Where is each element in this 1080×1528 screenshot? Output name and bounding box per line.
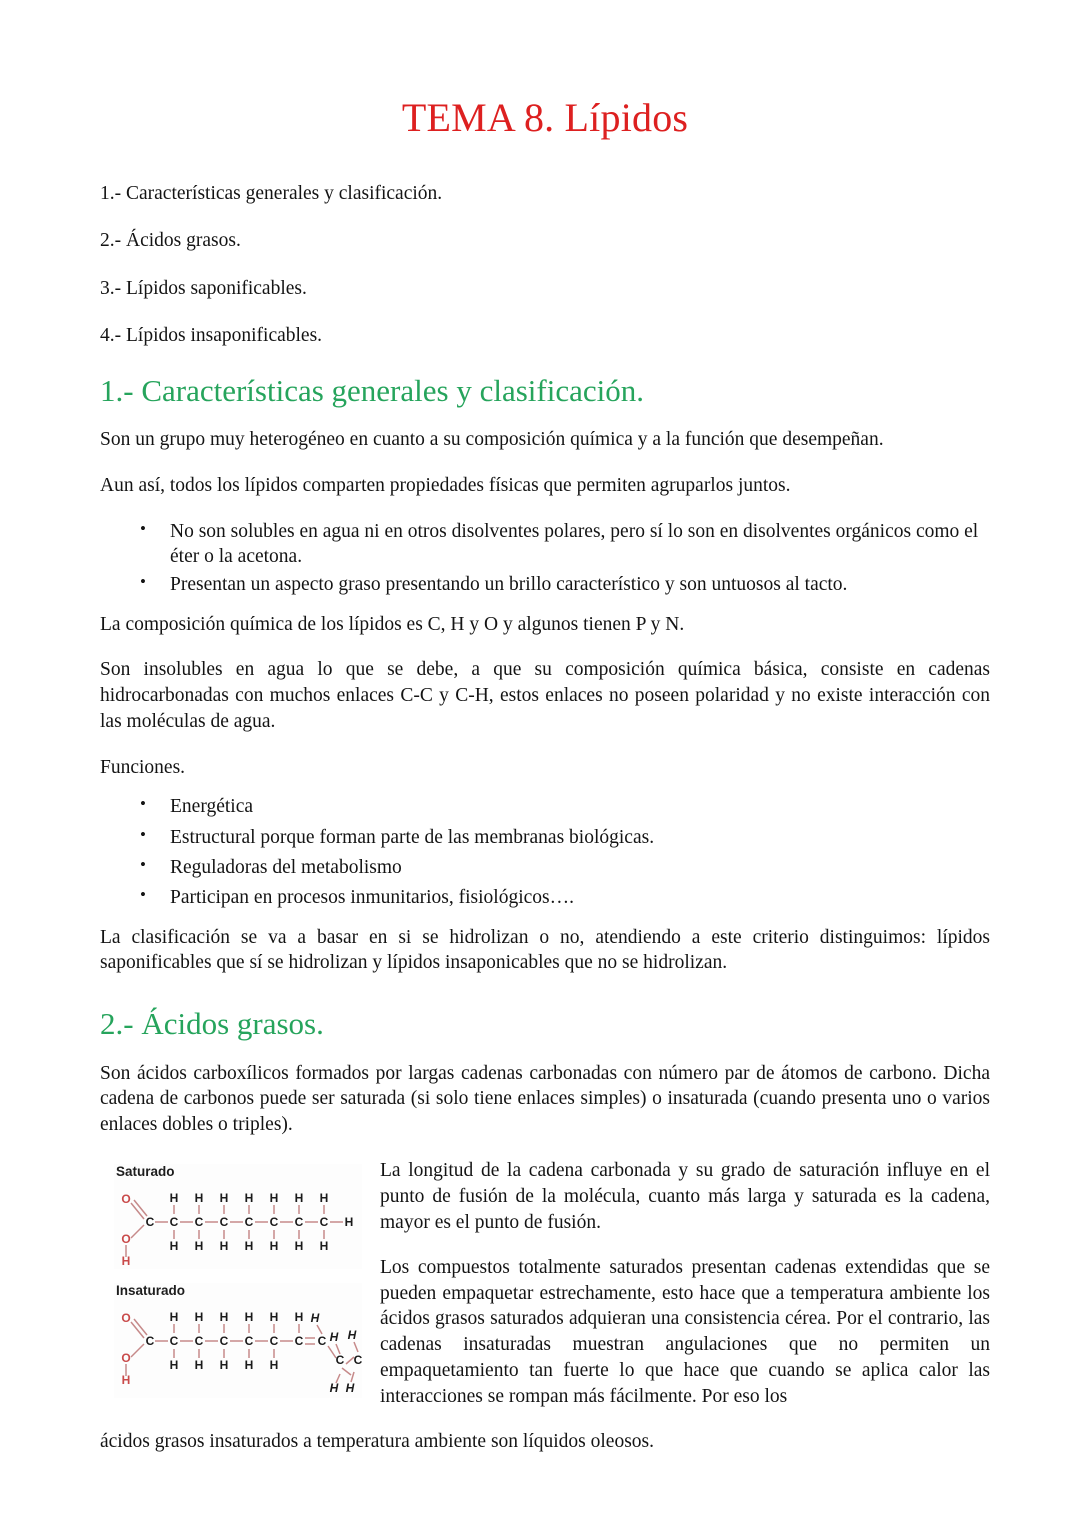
- atom-hydrogen-label: H: [169, 1309, 179, 1324]
- list-item: • No son solubles en agua ni en otros disolventes polares, pero sí lo son en disolventes orgánicos como el éter o la acetona.: [140, 519, 990, 570]
- atom-hydrogen-label: H: [169, 1190, 179, 1205]
- section-2-tail-line: ácidos grasos insaturados a temperatura ambiente son líquidos oleosos.: [100, 1431, 654, 1453]
- atom-hydrogen-label: H: [121, 1372, 131, 1387]
- atom-carbon-label: C: [145, 1214, 155, 1229]
- list-item: • Estructural porque forman parte de las membranas biológicas.: [140, 825, 990, 850]
- toc-item-1: 1.- Características generales y clasificación.: [100, 183, 443, 204]
- atom-hydrogen-label: H: [194, 1357, 204, 1372]
- atom-oxygen-label: O: [121, 1231, 131, 1246]
- atom-hydrogen-label: H: [294, 1238, 304, 1253]
- section-1-paragraph-1: Son un grupo muy heterogéneo en cuanto a su composición química y a la función que desempeñan.: [100, 429, 884, 451]
- atom-hydrogen-label: H: [294, 1190, 304, 1205]
- atom-carbon-label: C: [145, 1333, 155, 1348]
- list-item: • Presentan un aspecto graso presentando un brillo característico y son untuosos al tacto.: [140, 572, 990, 597]
- atom-hydrogen-label: H: [329, 1380, 339, 1395]
- list-item: • Energética: [140, 794, 990, 819]
- toc-item-2: 2.- Ácidos grasos.: [100, 230, 241, 252]
- atom-carbon-label: C: [219, 1333, 229, 1348]
- section-1-paragraph-4: Son insolubles en agua lo que se debe, a que su composición química básica, consiste en cadenas hidrocarbonadas con muchos enlaces C-C y C-H, estos enlaces no poseen polaridad y no existe interacción con las moléculas de agua.: [100, 659, 990, 732]
- atom-carbon-label: C: [244, 1214, 254, 1229]
- atom-hydrogen-label: H: [319, 1238, 329, 1253]
- atom-carbon-label: C: [319, 1214, 329, 1229]
- unsaturated-fatty-acid-figure: [114, 1283, 362, 1398]
- section-1-paragraph-2: Aun así, todos los lípidos comparten propiedades físicas que permiten agruparlos juntos.: [100, 474, 791, 496]
- list-item: • Reguladoras del metabolismo: [140, 855, 990, 880]
- atom-hydrogen-label: H: [269, 1309, 279, 1324]
- atom-hydrogen-label: H: [121, 1253, 131, 1268]
- atom-hydrogen-label: H: [329, 1329, 339, 1344]
- section-1-functions-list: [100, 794, 990, 910]
- atom-hydrogen-label: H: [344, 1214, 354, 1229]
- section-1-heading: 1.- Características generales y clasificación.: [100, 372, 644, 408]
- atom-carbon-label: C: [317, 1333, 327, 1348]
- table-of-contents: [100, 182, 990, 349]
- atom-carbon-label: C: [169, 1333, 179, 1348]
- atom-hydrogen-label: H: [169, 1357, 179, 1372]
- atom-hydrogen-label: H: [269, 1190, 279, 1205]
- section-2-paragraph-1: Son ácidos carboxílicos formados por largas cadenas carbonadas con número par de átomos de carbono. Dicha cadena de carbonos puede ser saturada (si solo tiene enlaces simples) o insaturada (cuando presenta uno o varios enlaces dobles o triples).: [100, 1062, 990, 1136]
- atom-hydrogen-label: H: [244, 1190, 254, 1205]
- atom-hydrogen-label: H: [244, 1357, 254, 1372]
- section-2-flow-paragraph-2: Los compuestos totalmente saturados presentan cadenas extendidas que se pueden empaquetar estrechamente, esto hace que a temperatura ambiente los ácidos grasos saturados adquieran una consistencia cérea. Por el contrario, las cadenas insaturadas muestran angulaciones que no permiten un empaquetamiento tan fuerte lo que hace que cuando se aplica calor las interacciones se rompan más fácilmente. Por eso los: [380, 1256, 990, 1408]
- section-2-flow-paragraph-1: La longitud de la cadena carbonada y su grado de saturación influye en el punto de fusión de la molécula, cuanto más larga y saturada es la cadena, mayor es el punto de fusión.: [380, 1159, 990, 1233]
- atom-hydrogen-label: H: [310, 1310, 320, 1325]
- atom-hydrogen-label: H: [319, 1190, 329, 1205]
- unsaturated-chain-diagram: [114, 1302, 362, 1398]
- toc-item-3: 3.- Lípidos saponificables.: [100, 277, 307, 299]
- section-1-functions-label: Funciones.: [100, 756, 186, 778]
- saturated-figure-caption: Saturado: [116, 1163, 175, 1179]
- saturated-fatty-acid-figure: [114, 1164, 362, 1269]
- atom-hydrogen-label: H: [219, 1357, 229, 1372]
- fatty-acid-figures: [114, 1164, 362, 1412]
- atom-carbon-label: C: [194, 1214, 204, 1229]
- atom-carbon-label: C: [353, 1352, 362, 1367]
- atom-oxygen-label: O: [121, 1350, 131, 1365]
- atom-hydrogen-label: H: [345, 1380, 355, 1395]
- atom-carbon-label: C: [169, 1214, 179, 1229]
- section-1-paragraph-3: La composición química de los lípidos es C, H y O y algunos tienen P y N.: [100, 613, 685, 635]
- atom-carbon-label: C: [269, 1333, 279, 1348]
- atom-carbon-label: C: [294, 1214, 304, 1229]
- atom-oxygen-label: O: [121, 1191, 131, 1206]
- atom-carbon-label: C: [219, 1214, 229, 1229]
- atom-hydrogen-label: H: [219, 1309, 229, 1324]
- toc-item-4: 4.- Lípidos insaponificables.: [100, 325, 323, 347]
- list-item: • Participan en procesos inmunitarios, fisiológicos….: [140, 885, 990, 910]
- section-1-bullet-list: [100, 519, 990, 598]
- unsaturated-figure-caption: Insaturado: [116, 1282, 186, 1298]
- atom-hydrogen-label: H: [269, 1238, 279, 1253]
- atom-hydrogen-label: H: [169, 1238, 179, 1253]
- atom-hydrogen-label: H: [244, 1238, 254, 1253]
- atom-oxygen-label: O: [121, 1310, 131, 1325]
- atom-hydrogen-label: H: [219, 1190, 229, 1205]
- atom-hydrogen-label: H: [244, 1309, 254, 1324]
- figures-and-text-block: [100, 1158, 990, 1455]
- atom-hydrogen-label: H: [294, 1309, 304, 1324]
- atom-hydrogen-label: H: [219, 1238, 229, 1253]
- atom-hydrogen-label: H: [194, 1309, 204, 1324]
- atom-carbon-label: C: [194, 1333, 204, 1348]
- atom-carbon-label: C: [335, 1352, 345, 1367]
- atom-carbon-label: C: [294, 1333, 304, 1348]
- atom-hydrogen-label: H: [194, 1238, 204, 1253]
- page-title: TEMA 8. Lípidos: [401, 95, 689, 140]
- atom-carbon-label: C: [244, 1333, 254, 1348]
- atom-carbon-label: C: [269, 1214, 279, 1229]
- atom-hydrogen-label: H: [269, 1357, 279, 1372]
- atom-hydrogen-label: H: [194, 1190, 204, 1205]
- saturated-chain-diagram: [114, 1183, 362, 1269]
- section-2-heading: 2.- Ácidos grasos.: [100, 1006, 324, 1042]
- section-1-paragraph-6: La clasificación se va a basar en si se hidrolizan o no, atendiendo a este criterio distinguimos: lípidos saponificables que sí se hidrolizan y lípidos insaponicables que no se hidrolizan.: [100, 926, 990, 974]
- atom-hydrogen-label: H: [347, 1327, 357, 1342]
